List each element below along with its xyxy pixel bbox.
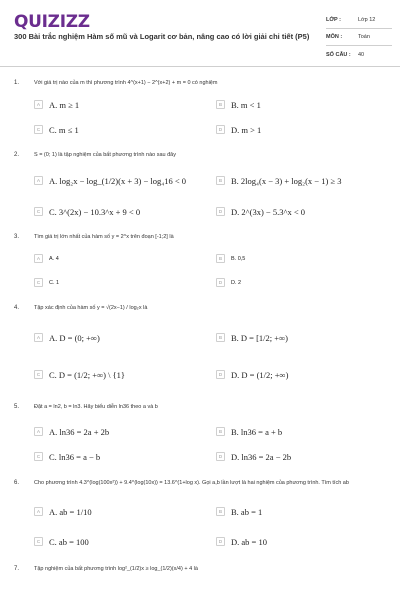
option-letter-box: D <box>216 207 225 216</box>
option-b[interactable] <box>216 97 381 112</box>
option-text: C. 3^(2x) − 10.3^x + 9 < 0 <box>49 206 141 217</box>
option-letter-box: B <box>216 427 225 436</box>
option-letter-box: D <box>216 537 225 546</box>
question-text: Tập nghiệm của bất phương trình log²_(1/2)x ≥ log_(1/2)(x/4) + 4 là <box>34 566 198 572</box>
option-b[interactable] <box>216 173 381 188</box>
option-text: D. ln36 = 2a − 2b <box>231 451 292 462</box>
question-number: 1. <box>14 80 20 86</box>
question-number: 7. <box>14 566 20 572</box>
option-text: C. m ≤ 1 <box>49 124 79 135</box>
option-b[interactable] <box>216 330 381 345</box>
header <box>0 0 400 66</box>
option-letter-box: A <box>34 176 43 185</box>
option-letter-box: A <box>34 100 43 109</box>
meta-value: 40 <box>358 51 365 58</box>
meta-value: Lớp 12 <box>358 17 376 23</box>
option-a[interactable] <box>34 97 199 112</box>
option-letter-box: B <box>216 507 225 516</box>
meta-row-subject <box>326 29 392 46</box>
option-text: C. 1 <box>49 279 60 286</box>
meta-value: Toán <box>358 34 370 40</box>
option-a[interactable] <box>34 424 199 439</box>
header-divider <box>0 66 400 67</box>
option-b[interactable] <box>216 251 381 266</box>
option-letter-box: B <box>216 333 225 342</box>
question-number: 3. <box>14 234 20 240</box>
question-text: S = (0; 1) là tập nghiệm của bất phương trình nào sau đây <box>34 152 176 158</box>
option-letter-box: B <box>216 176 225 185</box>
option-text: D. m > 1 <box>231 124 262 135</box>
option-letter-box: D <box>216 452 225 461</box>
option-letter-box: A <box>34 333 43 342</box>
option-text: C. D = (1/2; +∞) \ {1} <box>49 369 125 380</box>
option-letter-box: D <box>216 370 225 379</box>
option-letter-box: C <box>34 278 43 287</box>
question-text: Tìm giá trị lớn nhất của hàm số y = 2^x trên đoạn [-1;2] là <box>34 234 174 240</box>
quizizz-logo: QUIZIZZ <box>14 12 90 32</box>
meta-row-class <box>326 12 392 29</box>
option-c[interactable] <box>34 449 199 464</box>
option-text: A. log₂x − log_(1/2)(x + 3) − log₄16 < 0 <box>49 175 187 186</box>
option-text: A. D = (0; +∞) <box>49 332 100 343</box>
option-text: A. ab = 1/10 <box>49 506 92 517</box>
option-text: B. D = [1/2; +∞) <box>231 332 288 343</box>
option-text: B. m < 1 <box>231 99 261 110</box>
option-letter-box: C <box>34 537 43 546</box>
option-d[interactable] <box>216 367 381 382</box>
meta-key: SỐ CÂU : <box>326 51 351 58</box>
option-letter-box: C <box>34 125 43 134</box>
option-d[interactable] <box>216 122 381 137</box>
option-text: B. ab = 1 <box>231 506 263 517</box>
option-d[interactable] <box>216 275 381 290</box>
option-letter-box: A <box>34 507 43 516</box>
question-text: Cho phương trình 4.3^(log(100x²)) + 9.4^(log(10x)) = 13.6^(1+log x). Gọi a,b lần lượt là hai nghiệm của phương trình. Tìm tích ab <box>34 480 349 486</box>
option-text: A. ln36 = 2a + 2b <box>49 426 110 437</box>
option-text: B. 2log₄(x − 3) + log₂(x − 1) ≥ 3 <box>231 175 342 186</box>
option-d[interactable] <box>216 449 381 464</box>
option-c[interactable] <box>34 275 199 290</box>
option-text: D. ab = 10 <box>231 536 267 547</box>
option-c[interactable] <box>34 122 199 137</box>
option-c[interactable] <box>34 367 199 382</box>
question-number: 4. <box>14 305 20 311</box>
question-number: 6. <box>14 480 20 486</box>
option-letter-box: C <box>34 452 43 461</box>
option-a[interactable] <box>34 251 199 266</box>
meta-table <box>326 12 392 63</box>
question-text: Với giá trị nào của m thì phương trình 4^(x+1) − 2^(x+2) + m = 0 có nghiệm <box>34 80 218 86</box>
option-a[interactable] <box>34 173 199 188</box>
option-letter-box: C <box>34 370 43 379</box>
option-letter-box: B <box>216 254 225 263</box>
option-a[interactable] <box>34 330 199 345</box>
question-number: 5. <box>14 404 20 410</box>
option-text: B. ln36 = a + b <box>231 426 283 437</box>
option-b[interactable] <box>216 504 381 519</box>
question-text: Đặt a = ln2, b = ln3. Hãy biểu diễn ln36 theo a và b <box>34 404 158 410</box>
option-c[interactable] <box>34 534 199 549</box>
option-text: C. ab = 100 <box>49 536 89 547</box>
option-letter-box: D <box>216 125 225 134</box>
option-text: C. ln36 = a − b <box>49 451 101 462</box>
question-text: Tập xác định của hàm số y = √(2x−1) / log₂x là <box>34 305 148 311</box>
option-text: D. 2 <box>231 279 242 286</box>
option-d[interactable] <box>216 534 381 549</box>
option-letter-box: D <box>216 278 225 287</box>
document-title: 300 Bài trắc nghiệm Hàm số mũ và Logarit cơ bản, nâng cao có lời giải chi tiết (P5) <box>14 32 310 41</box>
option-letter-box: C <box>34 207 43 216</box>
option-text: D. 2^(3x) − 5.3^x < 0 <box>231 206 305 217</box>
meta-row-count <box>326 46 392 63</box>
meta-key: LỚP : <box>326 17 341 23</box>
option-letter-box: A <box>34 427 43 436</box>
option-letter-box: B <box>216 100 225 109</box>
option-text: D. D = (1/2; +∞) <box>231 369 289 380</box>
option-b[interactable] <box>216 424 381 439</box>
option-text: B. 0,5 <box>231 255 246 262</box>
question-number: 2. <box>14 152 20 158</box>
option-text: A. 4 <box>49 255 59 262</box>
option-a[interactable] <box>34 504 199 519</box>
meta-key: MÔN : <box>326 34 343 40</box>
option-letter-box: A <box>34 254 43 263</box>
option-c[interactable] <box>34 204 199 219</box>
option-d[interactable] <box>216 204 381 219</box>
option-text: A. m ≥ 1 <box>49 99 80 110</box>
